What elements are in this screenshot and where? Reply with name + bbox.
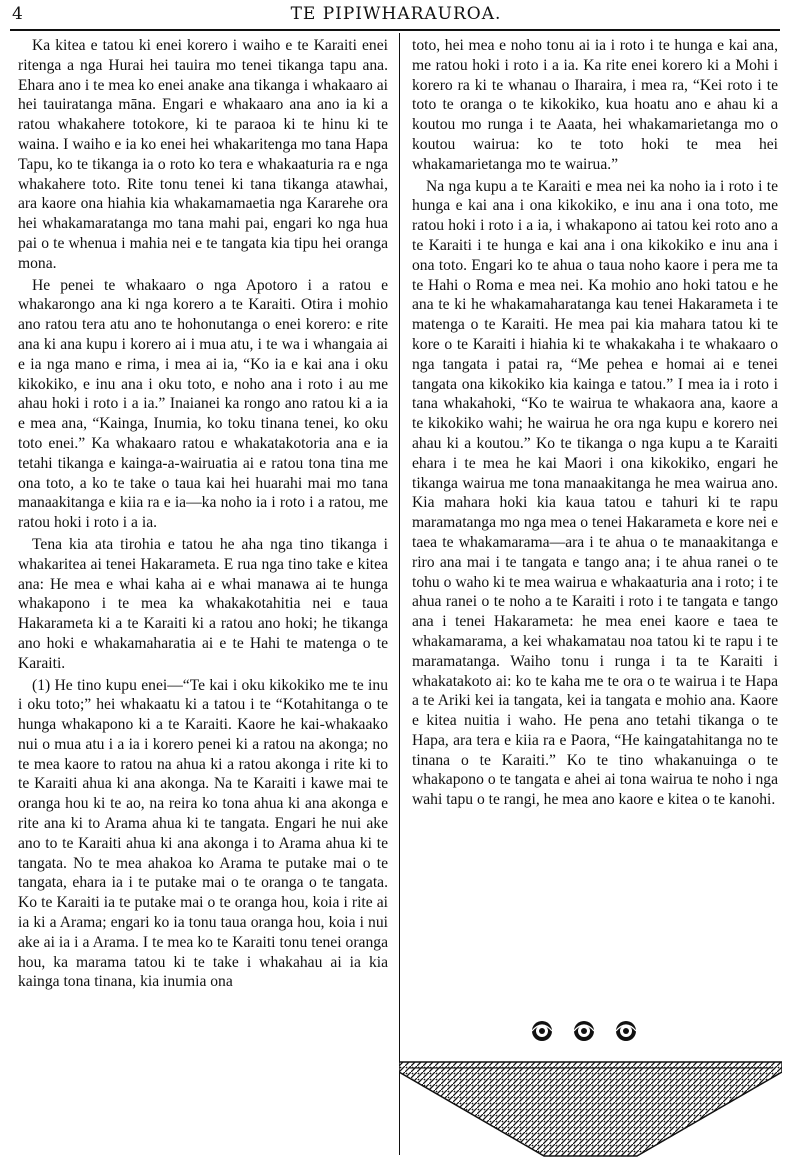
paragraph: Tena kia ata tirohia e tatou he aha nga tino tikanga i whakaritea ai tenei Hakarameta. E rua nga tino take e kitea ana: He mea e whai kaha ai e whai manawa ai te hunga whakapono i te mea ka whakakotahitia nei e taua Hakarameta ki a te Karaiti ki a ratou ano hoki; he tikanga ano hoki e whakamaharatia ai e te Hahi te matenga o te Karaiti. [18,535,388,672]
paragraph: toto, hei mea e noho tonu ai ia i roto i te hunga e kai ana, me ratou hoki i roto i a ia. Ka rite enei korero ki a Mohi i korero ra ki te whanau o Iharaira, i mea ra, “Kei roto i te toto te oranga o te kikokiko, kua hoatu ano e ahau ki a koutou mo runga i te Aaata, hei whakamarietanga mo o koutou wairua: ko te toto hoki te mea hei whakamarietanga mo te wairua.” [412,37,778,173]
left-column [18,36,388,994]
paragraph: He penei te whakaaro o nga Apotoro i a ratou e whakarongo ana ki nga korero a te Karaiti. Otira i mohio ano ratou tera atu ano te hohonutanga o enei korero: e rite ana ki ana kupu i korero ai i mua atu, i te wa i whangaia ai e ia nga mano e rima, i mea ai ia, “Ko ia e kai ana i oku kikokiko, e inu ana i oku toto, e noho ana i roto i au me ahau hoki i roto i a ia.” Inaianei ka rongo ano ratou ki a ia e mea ana, “Kainga, Inumia, ko toku tinana tenei, ko oku toto enei.” Ka whakaaro ratou e whakatakotoria ana e ia tetahi tikanga e kainga-a-wairuatia ai e ratou tona tina me ona toto, a ko te take o taua kai hei huarahi mai mo tana manaakitanga e kiia ra e ia—ka noho ia i roto i a ratou, me ratou hoki i roto i a ia. [18,276,388,532]
rose-ornament-icon [530,1019,554,1047]
header-rule [10,29,780,31]
rose-ornament-icon [572,1019,596,1047]
page-number: 4 [12,4,23,24]
paragraph: Ka kitea e tatou ki enei korero i waiho e te Karaiti enei ritenga a nga Hurai hei tauira mo tenei tikanga tapu ana. Ehara ano i te mea ko enei anake ana tikanga i whakaaro ai hei tauiratanga māna. Engari e whakaaro ana ano ia ki a ratou whakahere totokore, ki te paraoa ki te hinu ki te waina. I waiho e ia ko enei hei whakaritenga mo tana Hapa Tapu, ko te tikanga ia o roto ko tera e whakaaturia ra e nga whakahere toto. Rite tonu tenei ki tana tikanga atawhai, ara kaore ona hiahia kia whakamamaetia nga Kararehe ora hei whakamaratanga mo tana mahi pai, engari ko nga hua pai o te whenua i mahia nei e te tangata kia tipu hei oranga mona. [18,37,388,272]
paragraph: Na nga kupu a te Karaiti e mea nei ka noho ia i roto i te hunga e kai ana i ona kikokiko, e inu ana i ona toto, me ratou hoki i roto i a ia, i whakapono ai tatou kei roto ano a te Karaiti i te hunga e kai ana i ona kikokiko e inu ana i ona toto. Engari ko te ahua o taua noho kaore i pera me ta te Hahi o Roma e mea nei. Ka mohio ano hoki tatou e he ana te ki he whakamaharatanga kau tenei Hakarameta i te matenga o te Karaiti. He mea pai kia mahara tatou ki te kore o te Karaiti i hiahia ki te whakakaha i te whakaaro o nga tangata i patai ra, “Me pehea e homai ai e tenei tangata ona kikokiko kia kainga e tatou.” I mea ia i roto i tana whakahoki, “Ko te wairua te whakaora ana, kaore a te kikokiko wahi; he wairua he ora nga kupu e korero nei ahau ki a koutou.” Ko te tikanga o nga kupu a te Karaiti ehara i te mea he kai Maori i ona kikokiko, engari he tikanga wairua me tona manaakitanga he mea wairua ano. Kia mahara hoki kia kaua tatou e tahuri ki te rapu maramatanga mo nga mea o tenei Hakarameta e kore nei e taea te whakamarama—ara i te ahua o te manaakitanga e riro ana mai i te tangata e tango ana; i te ahua ranei o te tohu o waho ki te mea wairua e whakaaturia ana i roto; i te ahua ranei o te noho a te Karaiti i roto i te tangata e tango ana i tenei Hakarameta: he mea enei kaore e taea te whakamarama, a kei whakamatau noa tatou ki te rapu i te maramatanga. Waiho tonu i runga i ta te Karaiti i whakatakoto ai: ko te kaha me te ora o te wairua i te Hapa a te Ariki kei ia tangata, kei ia tangata e mohio ana. Kaore e kitea nuitia i waho. He pena ano tetahi tikanga o te Hapa, ara tera e kiia ra e Paora, “He kaingatahitanga no te tinana o te Karaiti.” Ko te tino whakanuinga o te whakapono o te tangata e ahei ai tona wairua te noho i nga wahi tapu o te rangi, he mea ano kaore e kitea o te kanohi. [412,177,778,809]
running-title: TE PIPIWHARAUROA. [290,4,502,24]
rose-ornament-icon [614,1019,638,1047]
engraved-tailpiece [399,1060,782,1158]
right-column [412,36,778,812]
column-divider [399,33,400,1155]
ornament-row [520,1019,650,1045]
paragraph: (1) He tino kupu enei—“Te kai i oku kikokiko me te inu i oku toto;” hei whakaatu ki a tatou i te “Kotahitanga o te hunga whakapono ki a te Karaiti. Kaore he kai-whakaako nui o mua atu i a ia i korero penei ki a ratou na akonga; no te mea kaore to ratou na ahua ki a ratou akonga i rite ki to te Karaiti ahua ki ana akonga. Na te Karaiti i kawe mai te oranga hou ki te ao, na reira ko tona ahua ki ana akonga e rite ana ki to Arama ahua ki te tangata. Engari he nui ake ano to te Karaiti ahua ki ana akonga i to Arama ahua ki te tangata. No te mea ahakoa ko Arama te putake mai o te tangata, ehara ia i te putake mai o te oranga o te tangata. Ko te Karaiti ia te putake mai o te oranga hou, koia i rite ai ia ki a Arama; engari ko ia tonu taua oranga hou, koia i nui ake ai ia i a Arama. I te mea ko te Karaiti tonu tenei oranga hou, ka marama tatou ki te take i whakahau ai ia kia kainga tona tinana, kia inumia ona [18,676,388,991]
